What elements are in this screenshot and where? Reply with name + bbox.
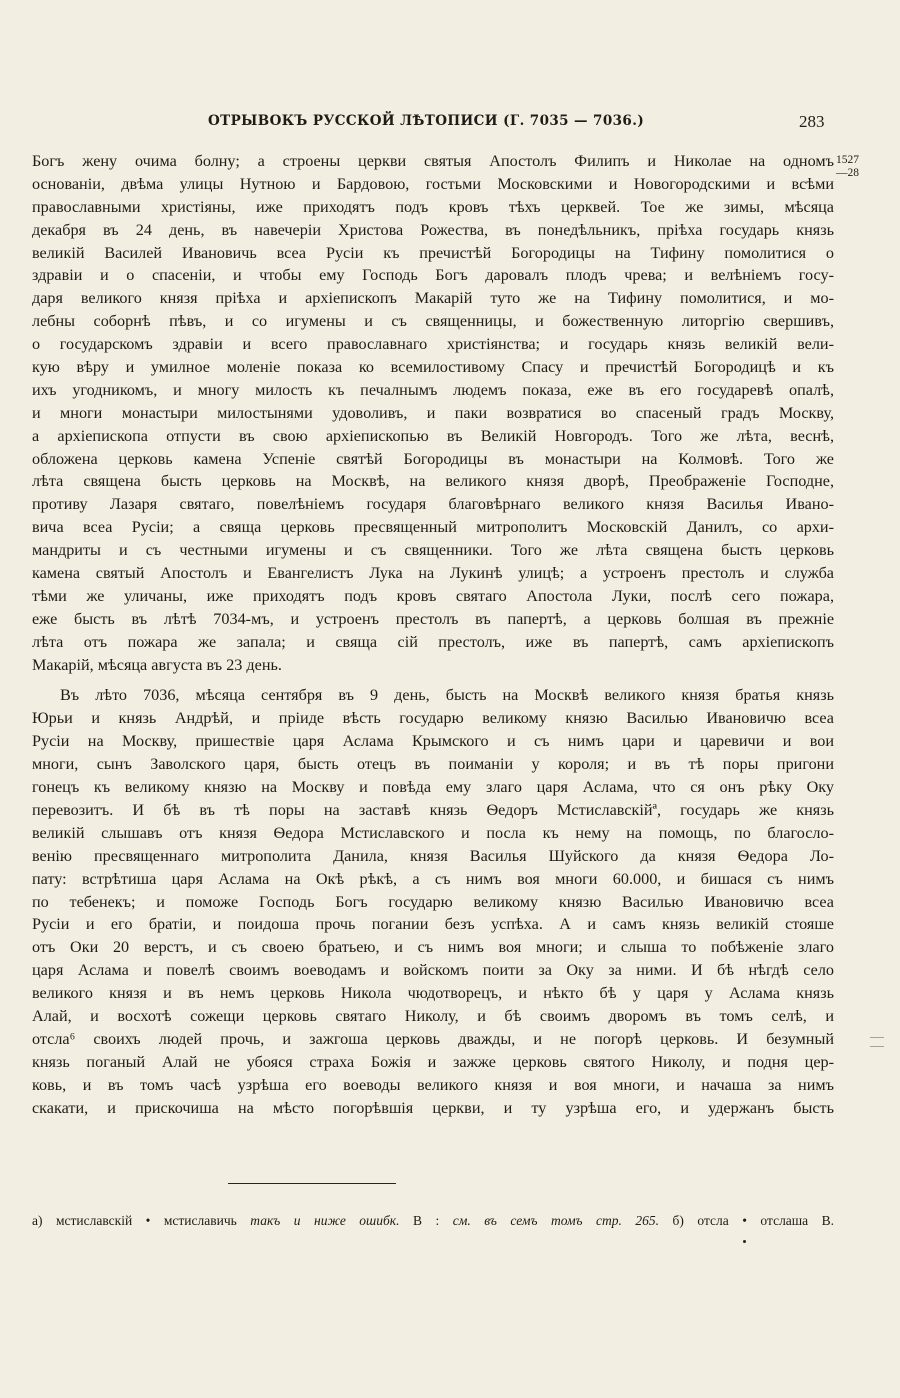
text-line: обложена церковь камена Успеніе святѣй Богородицы въ монастыри на Колмовѣ. Того же: [32, 449, 834, 468]
text-line: лѣта священа бысть церковь на Москвѣ, на великого князя дворѣ, Преображеніе Господне,: [32, 472, 834, 491]
page-number: 283: [799, 112, 825, 131]
text-line: великій Василей Ивановичь всеа Русіи къ пречистѣй Богородицы на Тифину помолитися о: [32, 243, 834, 262]
footnote-b: б) отсла • отслаша В.: [672, 1213, 834, 1228]
text-line: венію пресвященнаго митрополита Данила, князя Василья Шуйского да князя Ѳедора Ло-: [32, 846, 834, 865]
text-line: лебны соборнѣ пѣвъ, и со игумены и съ священницы, и божественную литоргію свершивъ,: [32, 312, 834, 331]
paragraph-1: [32, 150, 834, 676]
text-line: великого князя и въ немъ церковь Никола чюдотворецъ, и нѣкто бѣ у царя у Аслама князь: [32, 984, 834, 1003]
footnote: [32, 1213, 834, 1229]
paragraph-2: [32, 684, 834, 1119]
text-line: здравіи и о спасеніи, и чтобы ему Господь Богъ даровалъ плодъ чрева; и велѣніемъ госу-: [32, 266, 834, 285]
margin-year-note: [836, 154, 859, 180]
text-line: ковь, и въ томъ часѣ узрѣша его воеводы великого князя и воя многи, и начаша за нимъ: [32, 1075, 834, 1094]
text-line: Юрьи и князь Андрѣй, и пріиде вѣсть государю великому князю Василью Ивановичю всеа: [32, 709, 834, 728]
footnote-rule: [228, 1183, 396, 1184]
text-line: Русіи и его братіи, и поидоша прочь погании безъ успѣха. А и самъ князь великій стояше: [32, 915, 834, 934]
text-line: вича всеа Русіи; а свяща церковь пресвященный митрополитъ Московскій Данилъ, со архи-: [32, 518, 834, 537]
text-line: Макарій, мѣсяца августа въ 23 день.: [32, 655, 282, 674]
text-line: многи, сынъ Заволского царя, бысть отецъ въ поиманіи у короля; и въ тѣ поры пригони: [32, 755, 834, 774]
paragraph-gap: [32, 676, 834, 684]
text-line: пату: встрѣтиша царя Аслама на Окѣ рѣкѣ, а съ нимъ воя многи 60.000, и бишася съ нимъ: [32, 869, 834, 888]
text-line: великій слышавъ отъ князя Ѳедора Мстиславского и посла къ нему на помощь, по благосло-: [32, 823, 834, 842]
text-line: мандриты и съ честными игумены и съ священники. Того же лѣта священа бысть церковь: [32, 541, 834, 560]
margin-mark: [870, 1037, 884, 1047]
text-line: тѣми же уличаны, иже приходятъ подъ кровъ святаго Апостола Луки, послѣ сего пожара,: [32, 586, 834, 605]
text-line: даря великого князя пріѣха и архіепископъ Макарій туто же на Тифину помолитися, и мо-: [32, 289, 834, 308]
text-line: отсла⁶ своихъ людей прочь, и зажгоша церковь дважды, и не погорѣ церковь. И безумный: [32, 1029, 834, 1048]
text-line: по тебенекъ; и поможе Господь Богъ государю великому князю Василью Ивановичю всеа: [32, 892, 834, 911]
footnote-a: а) мстиславскій • мстиславичь: [32, 1213, 237, 1228]
text-line: православными христіяны, иже приходятъ подъ кровъ тѣхъ церквей. Тое же зимы, мѣсяца: [32, 197, 834, 216]
footnote-source: В :: [412, 1213, 440, 1228]
text-line: Богъ жену очима болну; а строены церкви святыя Апостолъ Филипъ и Николае на одномъ: [32, 152, 834, 170]
ink-dot: [743, 1240, 746, 1243]
running-head: ОТРЫВОКЪ РУССКОЙ ЛѢТОПИСИ (Г. 7035 — 7036.): [208, 113, 645, 129]
text-line: декабря въ 24 день, въ навечеріи Христова Рожества, въ понедѣльникъ, пріѣха государь князь: [32, 220, 834, 239]
text-line: противу Лазаря святаго, повелѣніемъ государя благовѣрнаго великого князя Василья Ивано-: [32, 495, 834, 514]
text-line: и многи монастыри милостынями удоволивъ, и паки возвратися во спасеный градъ Москву,: [32, 403, 834, 422]
body-text: [32, 150, 834, 1119]
text-line: скакати, и прискочиша на мѣсто погорѣвшія церкви, и ту узрѣша его, и удержанъ бысть: [32, 1098, 834, 1117]
text-line: а архіепископа отпусти въ свою архіепископью въ Великій Новгородъ. Того же лѣта, веснѣ,: [32, 426, 834, 445]
text-line: камена святый Апостолъ и Евангелистъ Лука на Лукинѣ улицѣ; а устроенъ престолъ и служба: [32, 564, 834, 583]
text-line: гонецъ къ великому князю на Москву и повѣда ему злаго царя Аслама, что ся онъ рѣку Оку: [32, 778, 834, 797]
margin-year-line-2: —28: [836, 167, 859, 179]
text-line: князь поганый Алай не убояся страха Божія и зажже церковь святого Николу, и подня цер-: [32, 1052, 834, 1071]
text-line: отъ Оки 20 верстъ, и съ своею братьею, и съ нимъ воя многи; и слыша то побѣженіе злаго: [32, 938, 834, 957]
footnote-a-comment: такъ и ниже ошибк.: [250, 1213, 400, 1228]
text-line: о государскомъ здравіи и всего православнаго христіянства; и государь князь великій вели-: [32, 335, 834, 354]
text-line: Въ лѣто 7036, мѣсяца сентября въ 9 день, бысть на Москвѣ великого князя братья князь: [60, 686, 834, 705]
text-line: царя Аслама и повелѣ своимъ воеводамъ и войскомъ поити за Оку за ними. И бѣ нѣгдѣ село: [32, 961, 834, 980]
text-line: лѣта отъ пожара же запала; и свяща сій престолъ, иже въ папертѣ, самъ архіепископъ: [32, 632, 834, 651]
text-line: Алай, и восхотѣ сожещи церковь святаго Николу, и бѣ своимъ дворомъ въ томъ селѣ, и: [32, 1006, 834, 1025]
text-line: еже бысть въ лѣтѣ 7034-мъ, и устроенъ престолъ въ папертѣ, а церковь болшая въ прежніе: [32, 609, 834, 628]
text-line: кую вѣру и умилное моленіе показа ко всемилостивому Спасу и пречистѣй Богородицѣ и къ: [32, 358, 834, 377]
text-line: перевозитъ. И бѣ въ тѣ поры на заставѣ князь Ѳедоръ Мстиславскійª, государь же князь: [32, 800, 834, 819]
text-line: Русіи на Москву, пришествіе царя Аслама Крымского и съ нимъ цари и царевичи и вои: [32, 732, 834, 751]
text-line: ихъ угодникомъ, и многу милость къ печалнымъ людемъ показа, еже въ его государевѣ опалѣ,: [32, 380, 834, 399]
margin-year-line-1: 1527: [836, 154, 859, 166]
text-line: основаніи, двѣма улицы Нутною и Бардовою, гостьми Московскими и Новогородскими и всѣми: [32, 174, 834, 193]
footnote-crossref: см. въ семъ томъ стр. 265.: [452, 1213, 660, 1228]
